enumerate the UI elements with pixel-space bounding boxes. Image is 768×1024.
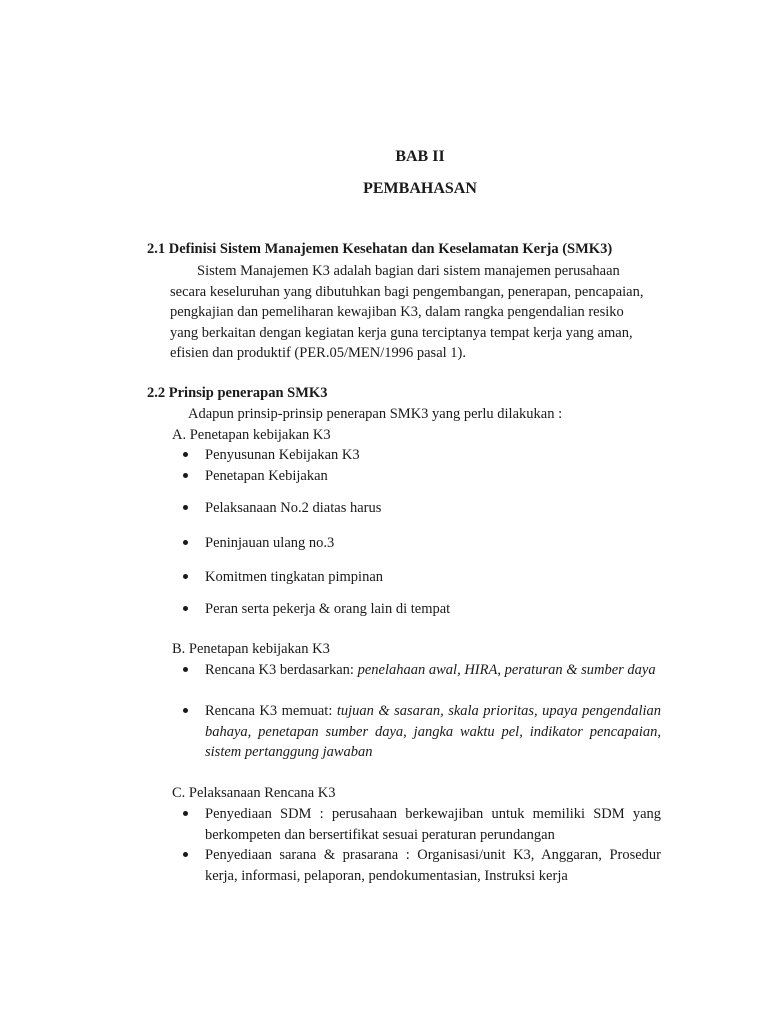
list-item-text: Peran serta pekerja & orang lain di tempat bbox=[205, 601, 451, 617]
group-a-label: A. Penetapan kebijakan K3 bbox=[172, 427, 331, 443]
list-item bbox=[183, 445, 661, 466]
list-item bbox=[183, 804, 661, 845]
group-b-label: B. Penetapan kebijakan K3 bbox=[172, 641, 330, 657]
bullet-icon bbox=[183, 452, 188, 457]
list-item bbox=[183, 533, 661, 554]
list-item bbox=[183, 845, 661, 886]
list-item-lead: Rencana K3 berdasarkan: bbox=[205, 662, 358, 678]
list-item-text: Penyediaan SDM : perusahaan berkewajiban untuk memiliki SDM yang berkompeten dan bersertifikat sesuai peraturan perundangan bbox=[205, 806, 661, 843]
paragraph-line: pengkajian dan pemeliharan kewajiban K3, dalam rangka pengendalian resiko bbox=[170, 304, 624, 320]
bullet-icon bbox=[183, 473, 188, 478]
list-item-italic: tujuan & sasaran, skala prioritas, upaya pengendalian bahaya, penetapan sumber daya, jangka waktu pel, indikator pencapaian, sistem pertanggung jawaban bbox=[205, 703, 662, 760]
bullet-icon bbox=[183, 540, 188, 545]
bullet-icon bbox=[183, 574, 188, 579]
paragraph-line: Sistem Manajemen K3 adalah bagian dari sistem manajemen perusahaan bbox=[197, 263, 620, 279]
section-2-2-heading: 2.2 Prinsip penerapan SMK3 bbox=[147, 385, 328, 401]
list-item bbox=[183, 701, 661, 763]
list-item-text: Pelaksanaan No.2 diatas harus bbox=[205, 500, 382, 516]
chapter-title: PEMBAHASAN bbox=[363, 180, 477, 197]
bullet-icon bbox=[183, 505, 188, 510]
list-item-text: Komitmen tingkatan pimpinan bbox=[205, 569, 384, 585]
list-item bbox=[183, 498, 661, 519]
list-item-italic: penelahaan awal, HIRA, peraturan & sumber daya bbox=[357, 662, 656, 678]
bullet-icon bbox=[183, 667, 188, 672]
definition-paragraph bbox=[170, 261, 662, 364]
group-c-label: C. Pelaksanaan Rencana K3 bbox=[172, 785, 336, 801]
paragraph-line: efisien dan produktif (PER.05/MEN/1996 pasal 1). bbox=[170, 345, 466, 361]
list-item-text: Penyusunan Kebijakan K3 bbox=[205, 447, 360, 463]
section-2-2-intro: Adapun prinsip-prinsip penerapan SMK3 yang perlu dilakukan : bbox=[188, 406, 563, 422]
bullet-icon bbox=[183, 606, 188, 611]
section-2-1-heading: 2.1 Definisi Sistem Manajemen Kesehatan dan Keselamatan Kerja (SMK3) bbox=[147, 241, 613, 257]
list-item-text bbox=[205, 660, 661, 681]
list-item bbox=[183, 567, 661, 588]
list-item-lead: Rencana K3 memuat: bbox=[205, 703, 337, 719]
bullet-icon bbox=[183, 811, 188, 816]
chapter-number: BAB II bbox=[395, 148, 445, 165]
list-item-text: Penyediaan sarana & prasarana : Organisasi/unit K3, Anggaran, Prosedur kerja, informasi, pelaporan, pendokumentasian, Instruksi kerja bbox=[205, 847, 661, 884]
list-item bbox=[183, 466, 661, 487]
paragraph-line: secara keseluruhan yang dibutuhkan bagi pengembangan, penerapan, pencapaian, bbox=[170, 283, 644, 300]
list-item-text: Peninjauan ulang no.3 bbox=[205, 535, 335, 551]
bullet-icon bbox=[183, 708, 188, 713]
list-item-text: Penetapan Kebijakan bbox=[205, 468, 328, 484]
list-item-text bbox=[205, 701, 661, 763]
list-item bbox=[183, 599, 661, 620]
bullet-icon bbox=[183, 852, 188, 857]
list-item bbox=[183, 660, 661, 681]
paragraph-line: yang berkaitan dengan kegiatan kerja guna terciptanya tempat kerja yang aman, bbox=[170, 324, 633, 341]
